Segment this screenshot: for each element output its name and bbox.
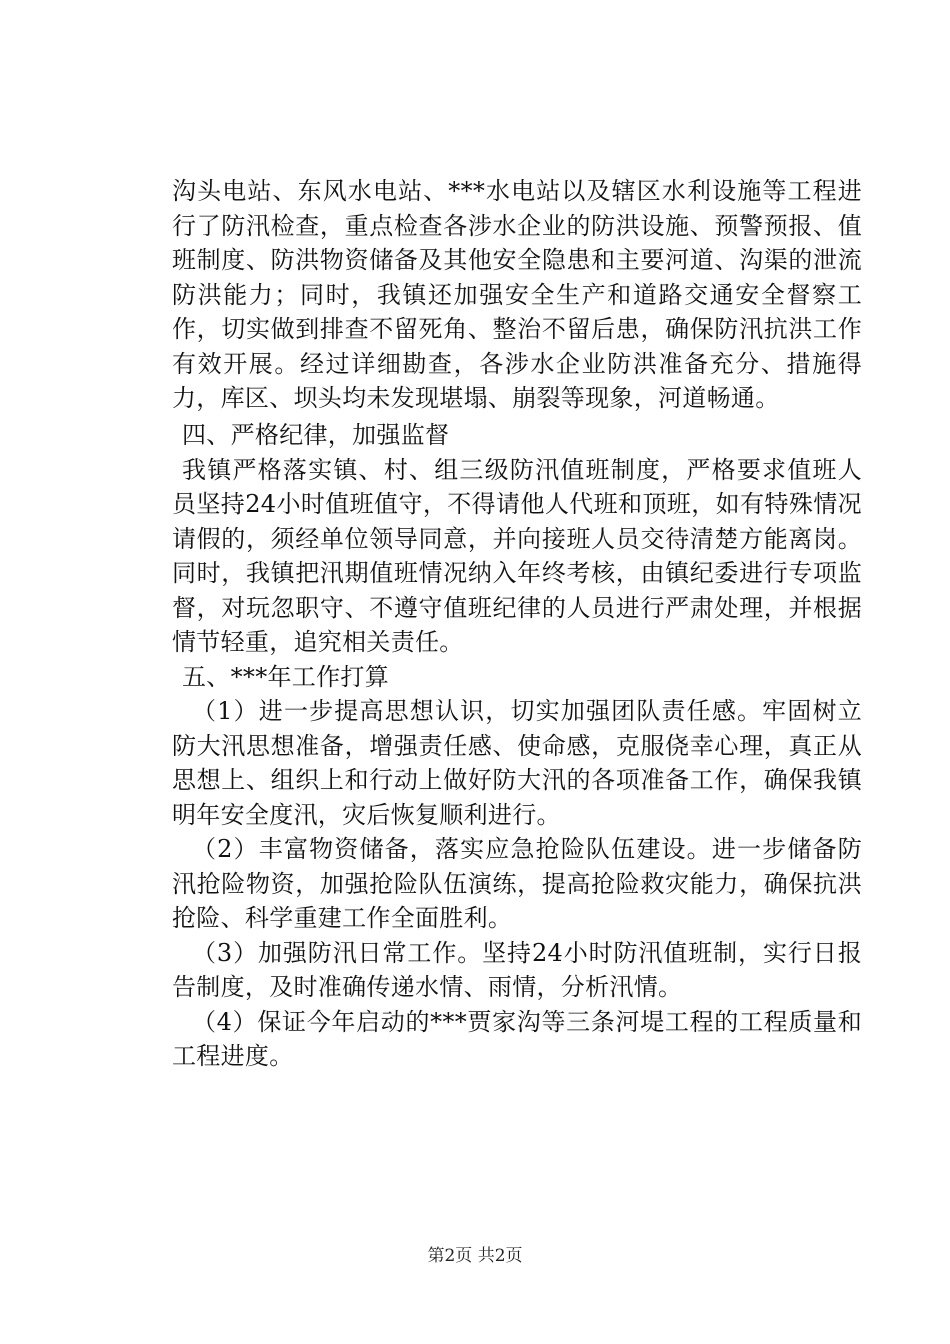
section-heading-work-plan: 五、***年工作打算: [182, 662, 389, 691]
paragraph-flood-inspection: 沟头电站、东风水电站、***水电站以及辖区水利设施等工程进行了防汛检查，重点检查各涉水企业的防洪设施、预警预报、值班制度、防洪物资储备及其他安全隐患和主要河道、沟渠的泄流防洪能力；同时，我镇还加强安全生产和道路交通安全督察工作，切实做到排查不留死角、整治不留后患，确保防汛抗洪工作有效开展。经过详细勘查，各涉水企业防洪准备充分、措施得力，库区、坝头均未发现堪塌、崩裂等现象，河道畅通。: [172, 177, 862, 412]
plan-item-4: （4）保证今年启动的***贾家沟等三条河堤工程的工程质量和工程进度。: [172, 1007, 862, 1070]
plan-item-1: （1）进一步提高思想认识，切实加强团队责任感。牢固树立防大汛思想准备，增强责任感、使命感，克服侥幸心理，真正从思想上、组织上和行动上做好防大汛的各项准备工作，确保我镇明年安全度汛，灾后恢复顺利进行。: [172, 697, 862, 829]
plan-item-2: （2）丰富物资储备，落实应急抢险队伍建设。进一步储备防汛抢险物资，加强抢险队伍演练，提高抢险救灾能力，确保抗洪抢险、科学重建工作全面胜利。: [172, 835, 862, 932]
paragraph-duty-system: 我镇严格落实镇、村、组三级防汛值班制度，严格要求值班人员坚持24小时值班值守，不得请他人代班和顶班，如有特殊情况请假的，须经单位领导同意，并向接班人员交待清楚方能离岗。同时，我镇把汛期值班情况纳入年终考核，由镇纪委进行专项监督，对玩忽职守、不遵守值班纪律的人员进行严肃处理，并根据情节轻重，追究相关责任。: [172, 455, 862, 656]
page-number-footer: 第2页 共2页: [427, 1246, 523, 1266]
body-text-section-main: [172, 418, 862, 1074]
section-heading-discipline: 四、严格纪律，加强监督: [182, 421, 450, 449]
body-text-section-top: [172, 174, 862, 416]
plan-item-3: （3）加强防汛日常工作。坚持24小时防汛值班制，实行日报告制度，及时准确传递水情、雨情，分析汛情。: [172, 938, 862, 1001]
